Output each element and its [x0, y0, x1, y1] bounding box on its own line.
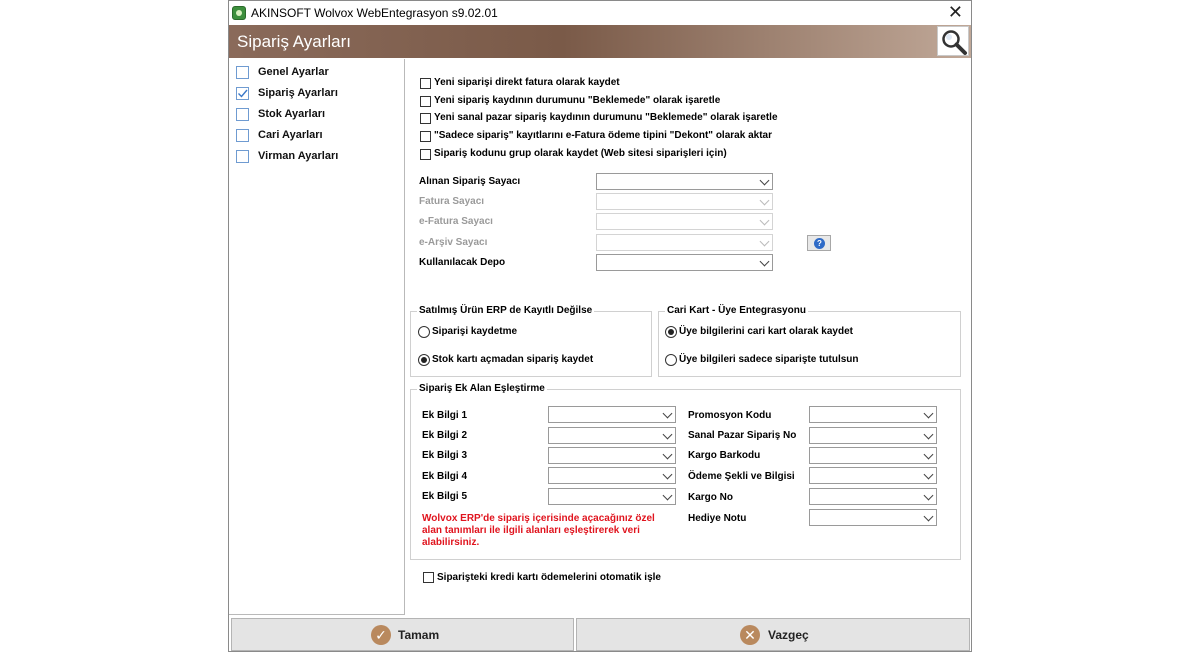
sanal-pazar-siparis-no-label: Sanal Pazar Sipariş No [688, 430, 797, 441]
sanal-pazar-siparis-no-select[interactable] [809, 427, 937, 444]
chevron-down-icon [760, 176, 770, 186]
odeme-sekli-select[interactable] [809, 467, 937, 484]
fatura-sayac-select [596, 193, 773, 210]
group-title: Sipariş Ek Alan Eşleştirme [419, 383, 545, 394]
option-checkbox[interactable] [420, 113, 431, 124]
radio-sadece-sipariste[interactable] [665, 354, 677, 366]
radio-label: Üye bilgileri sadece siparişte tutulsun [679, 354, 859, 365]
chevron-down-icon [663, 409, 673, 419]
group-title: Cari Kart - Üye Entegrasyonu [667, 305, 806, 316]
help-button[interactable] [807, 235, 831, 251]
checkbox-icon [236, 129, 249, 142]
kredi-karti-checkbox[interactable] [423, 572, 434, 583]
kargo-no-label: Kargo No [688, 492, 733, 503]
chevron-down-icon [924, 450, 934, 460]
sidebar-item-label: Virman Ayarları [258, 150, 339, 162]
ek-bilgi-3-label: Ek Bilgi 3 [422, 450, 468, 461]
radio-siparisi-kaydetme[interactable] [418, 326, 430, 338]
earsiv-sayac-label: e-Arşiv Sayacı [419, 237, 488, 248]
chevron-down-icon [663, 491, 673, 501]
cari-group [658, 305, 961, 377]
promosyon-kodu-label: Promosyon Kodu [688, 410, 772, 421]
odeme-sekli-label: Ödeme Şekli ve Bilgisi [688, 471, 795, 482]
checkbox-icon [236, 66, 249, 79]
option-checkbox[interactable] [420, 96, 431, 107]
radio-stok-karti[interactable] [418, 354, 430, 366]
radio-label: Siparişi kaydetme [432, 326, 518, 337]
depo-select[interactable] [596, 254, 773, 271]
ek-bilgi-4-label: Ek Bilgi 4 [422, 471, 468, 482]
earsiv-sayac-select [596, 234, 773, 251]
fatura-sayac-label: Fatura Sayacı [419, 196, 485, 207]
promosyon-kodu-select[interactable] [809, 406, 937, 423]
cancel-icon: ✕ [740, 625, 760, 645]
kargo-barkodu-select[interactable] [809, 447, 937, 464]
ek-bilgi-4-select[interactable] [548, 467, 676, 484]
ek-bilgi-2-label: Ek Bilgi 2 [422, 430, 468, 441]
sidebar-item-label: Sipariş Ayarları [258, 87, 338, 99]
chevron-down-icon [924, 430, 934, 440]
depo-label: Kullanılacak Depo [419, 257, 506, 268]
ek-alan-group [410, 383, 961, 560]
ek-bilgi-5-select[interactable] [548, 488, 676, 505]
option-label: Sipariş kodunu grup olarak kaydet (Web sitesi siparişleri için) [434, 148, 727, 159]
efatura-sayac-select [596, 213, 773, 230]
app-window [228, 0, 972, 652]
chevron-down-icon [760, 196, 770, 206]
alinan-sayac-label: Alınan Sipariş Sayacı [419, 176, 521, 187]
search-icon [940, 28, 968, 56]
chevron-down-icon [760, 237, 770, 247]
hediye-notu-select[interactable] [809, 509, 937, 526]
ek-bilgi-1-select[interactable] [548, 406, 676, 423]
chevron-down-icon [663, 470, 673, 480]
check-icon [236, 87, 249, 100]
radio-cari-kart-kaydet[interactable] [665, 326, 677, 338]
option-label: "Sadece sipariş" kayıtlarını e-Fatura ödeme tipini "Dekont" olarak aktar [434, 130, 772, 141]
ek-bilgi-1-label: Ek Bilgi 1 [422, 410, 468, 421]
efatura-sayac-label: e-Fatura Sayacı [419, 216, 493, 227]
group-title: Satılmış Ürün ERP de Kayıtlı Değilse [419, 305, 593, 316]
cancel-button[interactable] [576, 618, 970, 651]
chevron-down-icon [760, 257, 770, 267]
settings-content [405, 59, 971, 615]
checkbox-icon [236, 108, 249, 121]
ek-bilgi-3-select[interactable] [548, 447, 676, 464]
kredi-karti-label: Siparişteki kredi kartı ödemelerini otomatik işle [437, 572, 661, 583]
sidebar-item-label: Stok Ayarları [258, 108, 326, 120]
sidebar-item-label: Genel Ayarlar [258, 66, 329, 78]
radio-label: Üye bilgilerini cari kart olarak kaydet [679, 326, 853, 337]
app-icon [232, 6, 246, 20]
title-bar [229, 1, 971, 25]
checkbox-icon [236, 150, 249, 163]
check-icon: ✓ [371, 625, 391, 645]
option-checkbox[interactable] [420, 131, 431, 142]
search-button[interactable] [937, 26, 969, 56]
chevron-down-icon [760, 216, 770, 226]
option-checkbox[interactable] [420, 149, 431, 160]
chevron-down-icon [924, 512, 934, 522]
sidebar-item-label: Cari Ayarları [258, 129, 323, 141]
help-icon: ? [814, 238, 825, 249]
option-label: Yeni sipariş kaydının durumunu "Beklemede" olarak işaretle [434, 95, 721, 106]
chevron-down-icon [663, 430, 673, 440]
ek-bilgi-2-select[interactable] [548, 427, 676, 444]
ok-button[interactable] [231, 618, 574, 651]
ok-button-label: Tamam [398, 628, 440, 642]
chevron-down-icon [924, 409, 934, 419]
erp-group [410, 305, 652, 377]
page-header [229, 25, 971, 58]
alinan-sayac-select[interactable] [596, 173, 773, 190]
chevron-down-icon [663, 450, 673, 460]
ek-bilgi-5-label: Ek Bilgi 5 [422, 491, 468, 502]
option-checkbox[interactable] [420, 78, 431, 89]
ek-alan-note: Wolvox ERP'de sipariş içerisinde açacağınız özel alan tanımları ile ilgili alanları eşleştirerek veri alabilirsiniz. [422, 513, 655, 548]
radio-label: Stok kartı açmadan sipariş kaydet [432, 354, 594, 365]
close-icon[interactable]: ✕ [947, 2, 963, 22]
kargo-barkodu-label: Kargo Barkodu [688, 450, 761, 461]
page-title: Sipariş Ayarları [237, 32, 352, 51]
chevron-down-icon [924, 491, 934, 501]
cancel-button-label: Vazgeç [768, 628, 809, 642]
chevron-down-icon [924, 470, 934, 480]
window-title: AKINSOFT Wolvox WebEntegrasyon s9.02.01 [251, 6, 498, 20]
option-label: Yeni sanal pazar sipariş kaydının durumunu "Beklemede" olarak işaretle [434, 112, 778, 123]
option-label: Yeni siparişi direkt fatura olarak kaydet [434, 77, 620, 88]
footer-bar [229, 616, 971, 652]
hediye-notu-label: Hediye Notu [688, 513, 747, 524]
sidebar [229, 59, 405, 615]
kargo-no-select[interactable] [809, 488, 937, 505]
